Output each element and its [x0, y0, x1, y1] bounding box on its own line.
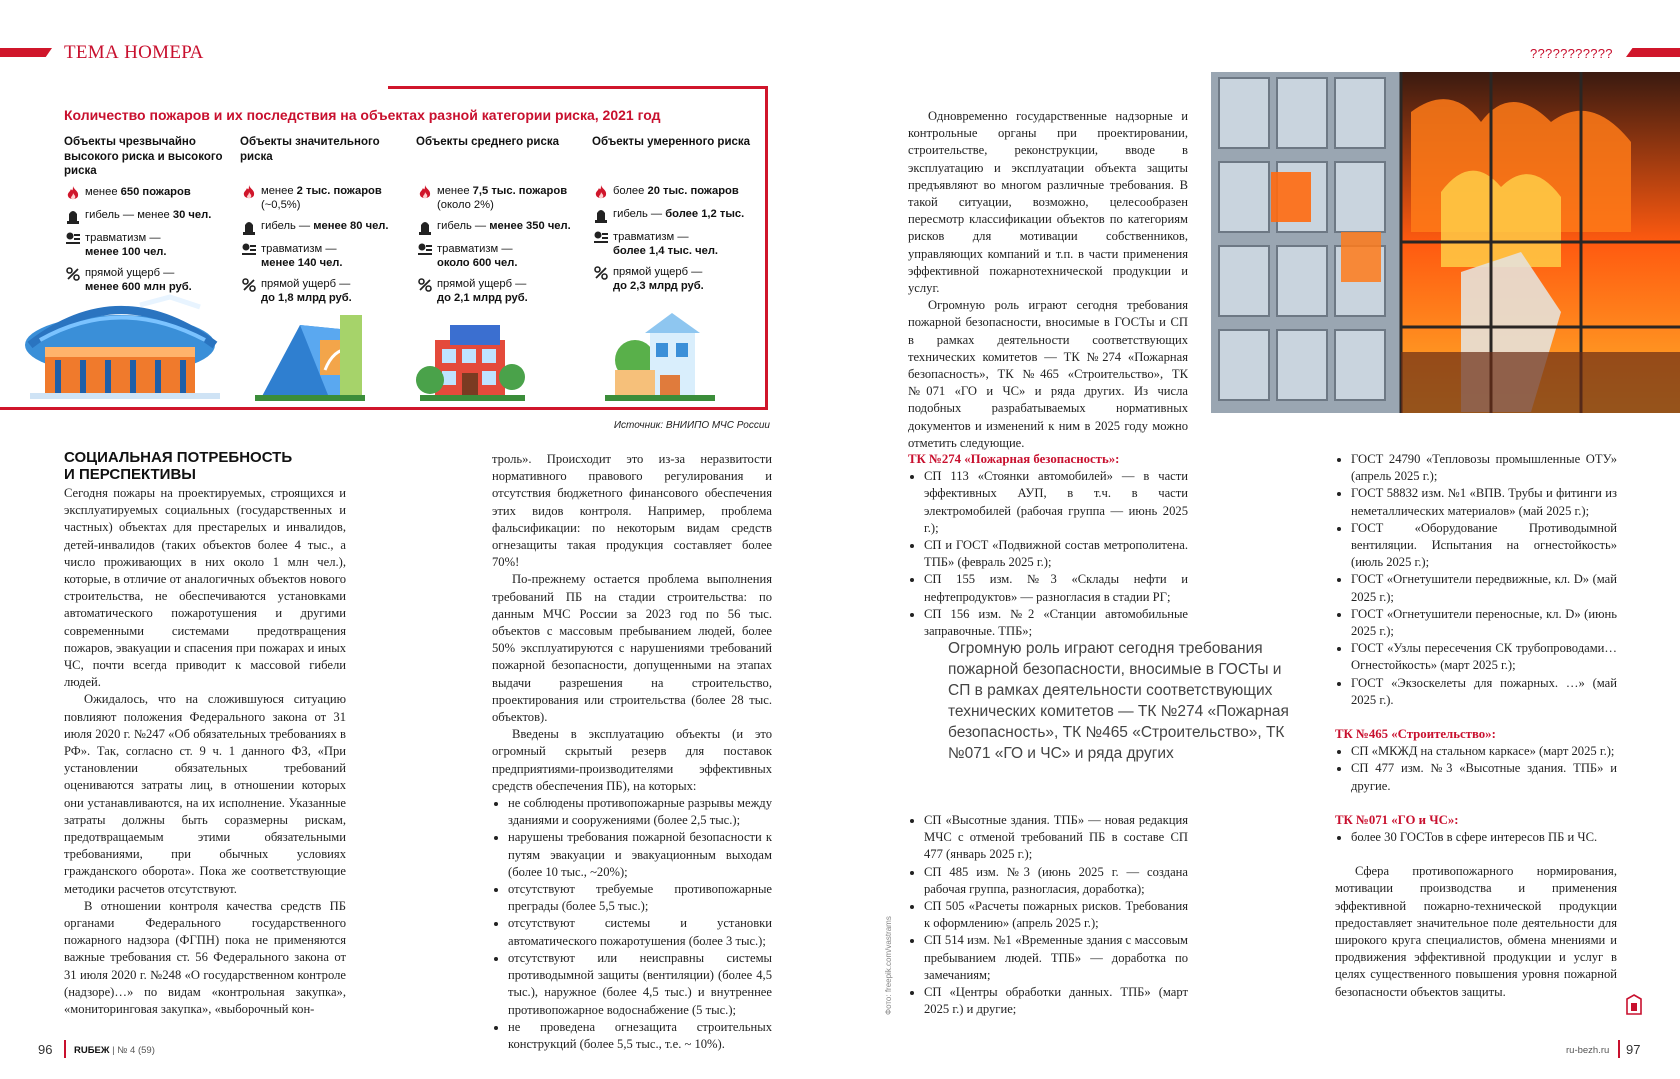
tombstone-icon — [240, 219, 258, 235]
injury-icon — [416, 242, 434, 258]
list-item: • ГОСТ «Экзоскелеты для пожарных. …» (май 2025 г.). — [1351, 675, 1617, 709]
damage-stat: прямой ущерб — до 1,8 млрд руб. — [261, 278, 352, 304]
issue-number: | № 4 (59) — [109, 1045, 155, 1056]
logo-icon — [1626, 994, 1642, 1016]
damage-stat: прямой ущерб — менее 600 млн руб. — [85, 266, 192, 293]
fire-icon — [416, 184, 434, 200]
damage-stat: прямой ущерб — до 2,3 млрд руб. — [613, 266, 704, 292]
list-item: • СП 505 «Расчеты пожарных рисков. Требования к оформлению» (апрель 2025 г.); — [924, 898, 1188, 932]
infographic-illustrations — [0, 285, 768, 410]
column-4 — [1335, 451, 1617, 1001]
page-number-right: 97 — [1626, 1042, 1641, 1057]
paragraph: По-прежнему остается проблема выполнения требований ПБ на стадии строительства: по данным МЧС России за 2023 год по 56 тыс. объектов с массовым пребыванием людей, более 50% эксплуатируются с нарушениями требований пожарной безопасности, допущенными на этапах выдачи разрешения на строительство, проектирования или строительства (более 28 тыс. объектов). — [492, 572, 772, 725]
footer-divider-right — [1618, 1040, 1620, 1058]
list-item: • ГОСТ «Огнетушители передвижные, кл. D» (май 2025 г.); — [1351, 571, 1617, 605]
bullet-list — [908, 468, 1188, 640]
office-building-illustration — [255, 315, 365, 401]
burning-building-photo — [1211, 72, 1680, 413]
bullet-list — [1335, 451, 1617, 709]
paragraph: троль». Происходит это из-за неразвитости нормативного правового регулирования и отсутствия бюджетного финансового обеспечения этих видов контроля. Например, проблема фальсификации: по некоторым видам средств огнезащиты такая продукция составляет более 70%! — [492, 452, 772, 570]
column-1 — [64, 449, 346, 1018]
page-number-left: 96 — [38, 1042, 53, 1057]
houses-illustration — [605, 313, 715, 401]
damage-stat: прямой ущерб — до 2,1 млрд руб. — [437, 278, 528, 304]
list-item: • СП 485 изм. №3 (июнь 2025 г. — создана рабочая группа, разногласия, доработка); — [924, 864, 1188, 898]
paragraph: Ожидалось, что на сложившуюся ситуацию повлияют положения Федерального закона от 31 июля 2020 г. №247 «Об обязательных требованиях в РФ». Так, согласно ст. 9 ч. 1 данного ФЗ, «При установлении обязательных требований оцениваются затраты лиц, в отношении которых они устанавливаются, на их исполнение. Указанные затраты должны быть соразмерны рискам, предотвращаемым этими обязательными требованиями, при обычных условиях гражданского оборота». Пока же соответствующие методики расчетов отсутствуют. — [64, 692, 346, 896]
list-item: • ГОСТ «Узлы пересечения СК трубопроводами… Огнестойкость» (март 2025 г.); — [1351, 640, 1617, 674]
pull-quote: Огромную роль играют сегодня требования пожарной безопасности, вносимые в ГОСТы и СП в рамках деятельности соответствующих технических комитетов — ТК №274 «Пожарная безопасность», ТК №465 «Строительство», ТК №071 «ГО и ЧС» и ряда других — [948, 640, 1289, 762]
list-item: • СП 156 изм. №2 «Станции автомобильные заправочные. ТПБ»; — [924, 606, 1188, 640]
list-item: • СП 155 изм. №3 «Склады нефти и нефтепродуктов» — разногласия в стадии РГ; — [924, 571, 1188, 605]
injury-icon — [592, 230, 610, 246]
category-name: Объекты значительного риска — [240, 136, 380, 163]
bullet-list — [492, 795, 772, 1053]
list-item: • СП 514 изм. №1 «Временные здания с массовым пребыванием людей. ТПБ» — доработка по замечаниям; — [924, 932, 1188, 984]
paragraph: Сфера противопожарного нормирования, мотивации производства и применения эффективной пожарно-технической продукции предоставляет значительное поле деятельности для широкого круга специалистов, обмена мнениями и продвижения эффективной продукции и услуг в целях существенного повышения уровня пожарной безопасности объектов защиты. — [1335, 864, 1617, 999]
list-item: • СП и ГОСТ «Подвижной состав метрополитена. ТПБ» (февраль 2025 г.); — [924, 537, 1188, 571]
tombstone-icon — [592, 207, 610, 223]
list-item: • ГОСТ «Оборудование Противодымной вентиляции. Испытания на огнестойкость» (июль 2025 г.); — [1351, 520, 1617, 572]
magazine-name: RUБЕЖ — [74, 1045, 110, 1056]
percent-icon — [64, 266, 82, 282]
fire-icon — [240, 184, 258, 200]
list-item: • СП 113 «Стоянки автомобилей» — в части эффективных АУП, в т.ч. в части электромобилей (рабочая группа — июнь 2025 г.); — [924, 468, 1188, 537]
risk-category — [592, 135, 762, 300]
infographic-source: Источник: ВНИИПО МЧС России — [613, 420, 770, 431]
risk-category — [64, 135, 234, 301]
list-item: • СП 477 изм. №3 «Высотные здания. ТПБ» и другие. — [1351, 760, 1617, 794]
injuries-stat: травматизм — более 1,4 тыс. чел. — [613, 231, 719, 257]
tk465-heading: ТК №465 «Строительство»: — [1335, 727, 1496, 742]
injuries-stat: травматизм — менее 100 чел. — [85, 231, 167, 258]
category-name: Объекты чрезвычайно высокого риска и высокого риска — [64, 136, 223, 177]
school-building-illustration — [416, 325, 525, 401]
deaths-stat: гибель — менее 350 чел. — [437, 220, 571, 232]
infographic-frame-topmask — [0, 80, 388, 90]
section-label-right: ??????????? — [1530, 46, 1613, 61]
column-2 — [492, 451, 772, 1053]
list-item: • не проведена огнезащита строительных конструкций (более 5,5 тыс., т.е. ~ 10%). — [508, 1019, 772, 1053]
bullet-list — [1335, 743, 1617, 795]
list-item: • СП «Высотные здания. ТПБ» — новая редакция МЧС с отменой требований ПБ в составе СП 477 (январь 2025 г.); — [924, 812, 1188, 864]
stadium-illustration — [25, 297, 220, 399]
list-item: • отсутствуют или неисправны системы противодымной защиты (вентиляции) (более 4,5 тыс.), наружное (более 4,5 тыс.) и внутреннее противопожарное водоснабжение (5 тыс.); — [508, 950, 772, 1019]
paragraph: В отношении контроля качества средств ПБ органами Федерального государственного пожарного надзора (ФГПН) пока не применяются важные требования ст. 56 Федерального закона от 31 июля 2020 г. №248 «О государственном контроле (надзоре)…» по видам «контрольная закупка», «мониторинговая закупка», «выборочный кон- — [64, 898, 346, 1017]
list-item: • ГОСТ 24790 «Тепловозы промышленные ОТУ» (апрель 2025 г.); — [1351, 451, 1617, 485]
fire-icon — [64, 185, 82, 201]
injury-icon — [240, 242, 258, 258]
deaths-stat: гибель — менее 80 чел. — [261, 220, 389, 232]
website: ru-bezh.ru — [1566, 1045, 1610, 1056]
tombstone-icon — [416, 219, 434, 235]
section-heading: СОЦИАЛЬНАЯ ПОТРЕБНОСТЬ И ПЕРСПЕКТИВЫ — [64, 449, 293, 483]
list-item: • ГОСТ 58832 изм. №1 «ВПВ. Трубы и фитинги из неметаллических материалов» (май 2025 г.); — [1351, 485, 1617, 519]
footer-divider-left — [64, 1040, 66, 1058]
column-3-bottom — [908, 812, 1188, 1018]
left-header-bar — [0, 48, 52, 57]
list-item: • ГОСТ «Огнетушители переносные, кл. D» (июнь 2025 г.); — [1351, 606, 1617, 640]
fires-stat: менее 7,5 тыс. пожаров (около 2%) — [437, 185, 568, 211]
injuries-stat: травматизм — около 600 чел. — [437, 243, 518, 269]
bullet-list — [908, 812, 1188, 1018]
deaths-stat: гибель — менее 30 чел. — [85, 208, 212, 221]
list-item: • не соблюдены противопожарные разрывы между зданиями и сооружениями (более 2,5 тыс.); — [508, 795, 772, 829]
paragraph: Сегодня пожары на проектируемых, строящихся и эксплуатируемых социальных (государственных и частных) объектах для престарелых и инвалидов, детей-инвалидов (таких объектов более 4 тыс., а число проживающих в них около 1 млн чел.), которые, в отличие от аналогичных объектов нового строительства, не обеспечиваются установками автоматического пожаротушения и другими современными системами предотвращения пожаров, эвакуации и спасения при пожарах и иных ЧС, почти всегда приводит к массовой гибели людей. — [64, 486, 346, 690]
tombstone-icon — [64, 208, 82, 224]
section-label-left: ТЕМА НОМЕРА — [64, 42, 204, 63]
right-header-bar — [1626, 48, 1680, 57]
list-item: • СП «Центры обработки данных. ТПБ» (март 2025 г.) и другие; — [924, 984, 1188, 1018]
tk071-heading: ТК №071 «ГО и ЧС»: — [1335, 812, 1459, 827]
list-item: • отсутствуют требуемые противопожарные преграды (более 5,5 тыс.); — [508, 881, 772, 915]
paragraph: Одновременно государственные надзорные и контрольные органы при проектировании, строительстве, реконструкции, вводе в эксплуатацию и эксплуатации объекта защиты предъявляют во многом различные требования. В такой ситуации, возможно, целесообразен пересмотр классификации объектов по категориям рисков для мотивации собственников, управляющих компаний и т.п. в части применения эффективной пожарнотехнической продукции и услуг. — [908, 109, 1188, 296]
deaths-stat: гибель — более 1,2 тыс. — [613, 208, 745, 220]
column-3-top — [908, 108, 1188, 452]
fire-icon — [592, 184, 610, 200]
fires-stat: менее 650 пожаров — [85, 185, 191, 198]
list-item: • отсутствуют системы и установки автоматического пожаротушения (более 3 тыс.); — [508, 915, 772, 949]
fires-stat: менее 2 тыс. пожаров (~0,5%) — [261, 185, 382, 211]
list-item: • СП «МКЖД на стальном каркасе» (март 2025 г.); — [1351, 743, 1617, 760]
photo-credit: Фото: freepik.com/vastrams — [884, 916, 893, 1015]
magazine-info — [74, 1045, 155, 1056]
list-item: • нарушены требования пожарной безопасности к путям эвакуации и эвакуационным выходам (более 10 тыс., ~20%); — [508, 829, 772, 881]
column-3 — [908, 451, 1188, 640]
infographic-title: Количество пожаров и их последствия на объектах разной категории риска, 2021 год — [64, 107, 661, 123]
injury-icon — [64, 231, 82, 247]
bullet-list — [1335, 829, 1617, 846]
fires-stat: более 20 тыс. пожаров — [613, 185, 739, 197]
category-name: Объекты среднего риска — [416, 136, 560, 148]
list-item: • более 30 ГОСТов в сфере интересов ПБ и ЧС. — [1351, 829, 1617, 846]
percent-icon — [592, 265, 610, 281]
paragraph: Огромную роль играют сегодня требования пожарной безопасности, вносимые в ГОСТы и СП в рамках деятельности соответствующих технических комитетов — ТК №274 «Пожарная безопасность», ТК №465 «Строительство», ТК №071 «ГО и ЧС» и ряда других. Из числа подобных разрабатываемых нормативных документов и изменений к ним в 2025 году можно отметить следующие. — [908, 298, 1188, 450]
category-name: Объекты умеренного риска — [592, 136, 751, 148]
paragraph: Введены в эксплуатацию объекты (и это огромный скрытый резерв для поставок предприятиями-производителями эффективных средств обеспечения ПБ), на которых: — [492, 727, 772, 793]
tk274-heading: ТК №274 «Пожарная безопасность»: — [908, 452, 1120, 466]
injuries-stat: травматизм — менее 140 чел. — [261, 243, 343, 269]
